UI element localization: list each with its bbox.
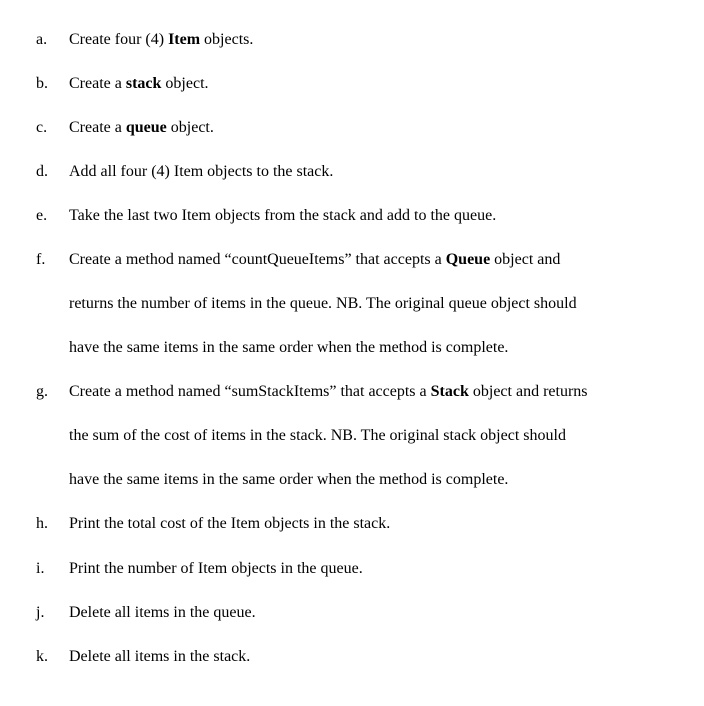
text-line xyxy=(69,118,699,138)
text-line xyxy=(69,74,699,94)
item-text xyxy=(69,647,699,667)
text-run-bold: Item xyxy=(168,31,201,48)
text-run: Print the number of Item objects in the queue. xyxy=(69,560,363,577)
text-run: returns the number of items in the queue. NB. The original queue object should xyxy=(69,295,577,312)
item-label: h. xyxy=(36,515,48,532)
text-line xyxy=(69,426,699,470)
item-text xyxy=(69,559,699,579)
text-run: the sum of the cost of items in the stack. NB. The original stack object should xyxy=(69,427,566,444)
text-line xyxy=(69,162,699,182)
text-line xyxy=(69,30,699,50)
text-run: Create a xyxy=(69,119,126,136)
item-text xyxy=(69,250,699,358)
item-text xyxy=(69,162,699,182)
text-run: have the same items in the same order when the method is complete. xyxy=(69,339,509,356)
item-label: b. xyxy=(36,75,48,92)
text-line xyxy=(69,603,699,623)
text-run: Add all four (4) Item objects to the stack. xyxy=(69,163,334,180)
text-run: Delete all items in the queue. xyxy=(69,604,256,621)
text-line xyxy=(69,294,699,338)
text-line xyxy=(69,559,699,579)
item-text xyxy=(69,206,699,226)
text-run-bold: Stack xyxy=(430,383,469,400)
text-line xyxy=(69,250,699,294)
text-line xyxy=(69,206,699,226)
text-run: Create a xyxy=(69,75,126,92)
item-text xyxy=(69,514,699,534)
text-line xyxy=(69,338,699,358)
text-run: Take the last two Item objects from the stack and add to the queue. xyxy=(69,207,497,224)
item-text xyxy=(69,30,699,50)
item-label: g. xyxy=(36,383,48,400)
text-run: Create four (4) xyxy=(69,31,169,48)
text-run: object and xyxy=(490,251,561,268)
item-label: j. xyxy=(36,604,45,621)
text-run: Print the total cost of the Item objects in the stack. xyxy=(69,515,391,532)
text-run: object. xyxy=(166,119,214,136)
text-run: Delete all items in the stack. xyxy=(69,648,251,665)
text-run: objects. xyxy=(200,31,254,48)
text-run: Create a method named “sumStackItems” that accepts a xyxy=(69,383,431,400)
item-label: c. xyxy=(36,119,48,136)
item-label: d. xyxy=(36,163,48,180)
item-text xyxy=(69,382,699,490)
item-label: i. xyxy=(36,560,45,577)
item-label: k. xyxy=(36,648,48,665)
item-label: e. xyxy=(36,207,48,224)
text-run: Create a method named “countQueueItems” that accepts a xyxy=(69,251,446,268)
text-run: object. xyxy=(161,75,209,92)
text-line xyxy=(69,514,699,534)
text-run-bold: queue xyxy=(125,119,167,136)
item-label: a. xyxy=(36,31,48,48)
text-run-bold: stack xyxy=(125,75,162,92)
item-text xyxy=(69,118,699,138)
text-line xyxy=(69,382,699,426)
text-run: object and returns xyxy=(468,383,588,400)
item-text xyxy=(69,74,699,94)
text-run: have the same items in the same order when the method is complete. xyxy=(69,471,509,488)
text-run-bold: Queue xyxy=(445,251,491,268)
text-line xyxy=(69,470,699,490)
text-line xyxy=(69,647,699,667)
item-label: f. xyxy=(36,251,46,268)
item-text xyxy=(69,603,699,623)
